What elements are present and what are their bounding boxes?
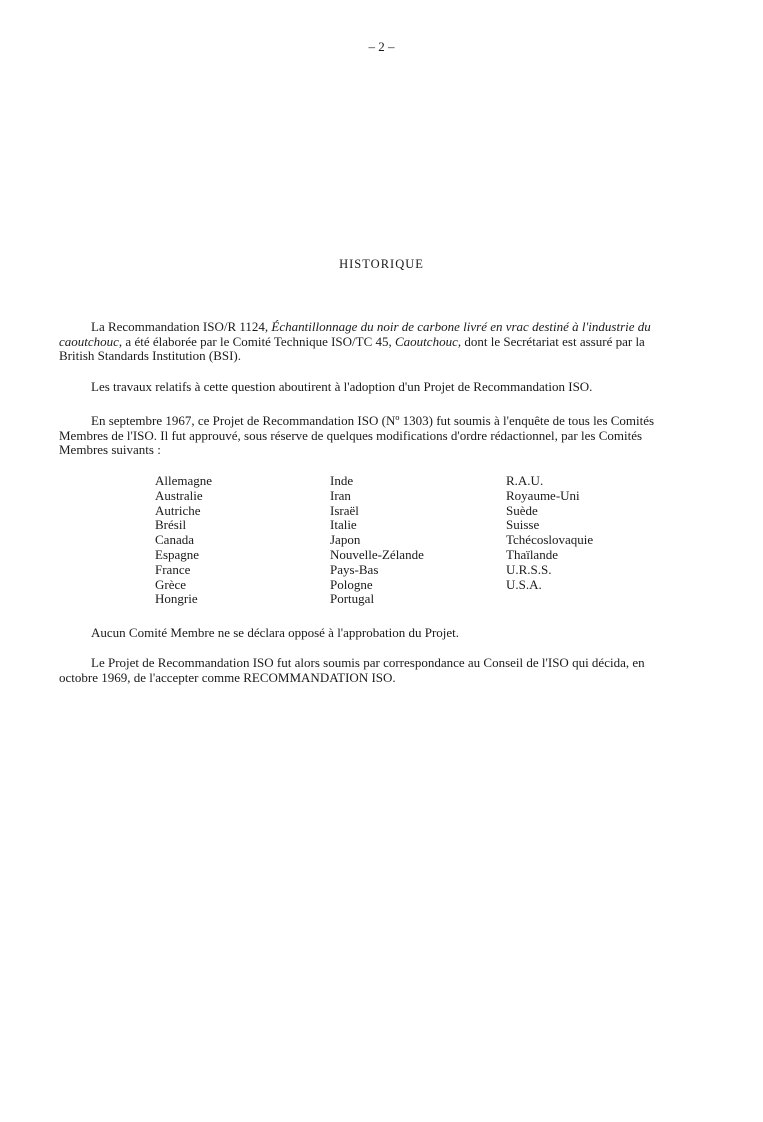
country-item: Portugal (330, 591, 375, 607)
country-item: Thaïlande (506, 546, 558, 562)
country-item: France (155, 561, 191, 577)
country-column-2 (330, 474, 424, 607)
country-item: R.A.U. (506, 473, 544, 488)
page-number: – 2 – (368, 39, 395, 54)
intro-title-italic: Échantillonnage du noir de carbone livré en vrac destiné à l'industrie du caoutchouc (59, 319, 651, 349)
country-item: Japon (330, 532, 361, 548)
country-item: Espagne (155, 546, 200, 562)
paragraph-acceptance: Le Projet de Recommandation ISO fut alors soumis par correspondance au Conseil de l'ISO qui décida, en octobre 1969, de l'accepter comme RECOMMANDATION ISO. (59, 655, 645, 685)
country-item: Royaume-Uni (506, 487, 580, 503)
country-item: Nouvelle-Zélande (330, 546, 424, 562)
country-item: Australie (155, 487, 203, 503)
country-item: Autriche (155, 502, 201, 518)
country-item: Pologne (330, 576, 373, 592)
intro-text-a: La Recommandation ISO/R 1124, (91, 319, 272, 334)
section-heading: HISTORIQUE (339, 257, 424, 271)
country-item: Hongrie (155, 591, 198, 607)
country-item: U.S.A. (506, 576, 542, 592)
intro-committee-italic: Caoutchouc (395, 333, 458, 349)
country-item: Pays-Bas (330, 561, 379, 577)
country-item: Iran (330, 487, 351, 503)
country-item: Tchécoslovaquie (506, 532, 594, 548)
country-item: Grèce (155, 576, 187, 592)
country-item: Israël (330, 502, 359, 518)
country-item: Inde (330, 473, 354, 488)
intro-text-c: , a été élaborée par le Comité Technique ISO/TC 45, (118, 333, 396, 349)
country-item: Brésil (155, 517, 187, 533)
intro-text-e: , dont le Secrétariat est assuré par la British Standards Institution (BSI). (59, 333, 645, 364)
paragraph-no-opposition: Aucun Comité Membre ne se déclara opposé à l'approbation du Projet. (91, 625, 460, 640)
country-item: Italie (330, 517, 357, 533)
country-item: Allemagne (155, 473, 213, 488)
country-column-3 (506, 474, 593, 592)
country-item: U.R.S.S. (506, 561, 552, 577)
paragraph-intro (59, 320, 659, 364)
paragraph-adoption: Les travaux relatifs à cette question aboutirent à l'adoption d'un Projet de Recommandation ISO. (91, 379, 593, 394)
country-item: Canada (155, 532, 194, 548)
country-item: Suède (506, 502, 538, 518)
paragraph-approval: En septembre 1967, ce Projet de Recommandation ISO (Nº 1303) fut soumis à l'enquête de tous les Comités Membres de l'ISO. Il fut approuvé, sous réserve de quelques modifications d'ordre rédactionnel, par les Comités Membres suivants : (59, 413, 655, 458)
country-column-1 (155, 474, 212, 607)
country-item: Suisse (506, 517, 540, 533)
